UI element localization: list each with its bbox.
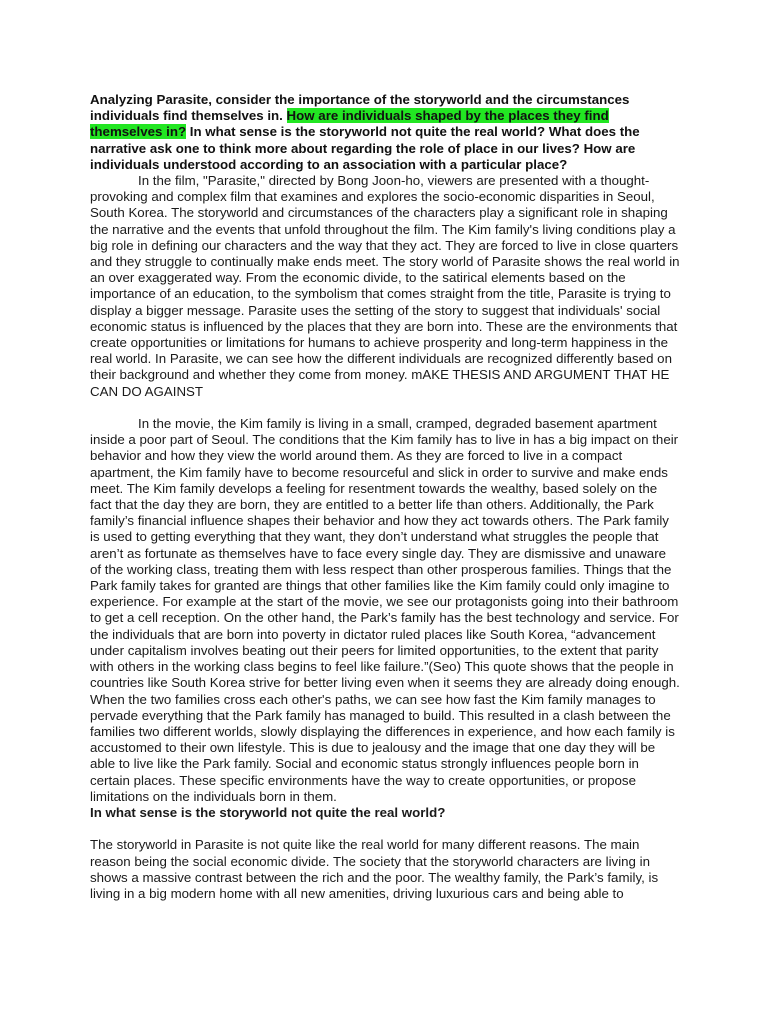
document-page bbox=[90, 92, 680, 902]
body-paragraph: In the movie, the Kim family is living in a small, cramped, degraded basement apartment inside a poor part of Seoul. The conditions that the Kim family has to live in has a big impact on their behavior and how they view the world around them. As they are forced to live in a compact apartment, the Kim family have to become resourceful and slick in order to survive and make ends meet. The Kim family develops a feeling for resentment towards the wealthy, based solely on the fact that the day they are born, they are entitled to a better life than others. Additionally, the Park family’s financial influence shapes their behavior and how they act towards others. The Park family is used to getting everything that they want, they don’t understand what struggles the people that aren’t as fortunate as themselves have to face every single day. They are dismissive and unaware of the working class, treating them with less respect than other prosperous families. Things that the Park family takes for granted are things that other families like the Kim family could only imagine to experience. For example at the start of the movie, we see our protagonists going into their bathroom to get a cell reception. On the other hand, the Park’s family has the best technology and service. For the individuals that are born into poverty in dictator ruled places like South Korea, “advancement under capitalism involves beating out their peers for limited opportunities, to the extent that parity with others in the working class begins to feel like failure.”(Seo) This quote shows that the people in countries like South Korea strive for better living even when it seems they are already doing enough. When the two families cross each other's paths, we can see how fast the Kim family manages to pervade everything that the Park family has managed to build. This resulted in a clash between the families two different worlds, slowly displaying the differences in experience, and how each family is accustomed to their own lifestyle. This is due to jealousy and the image that one day they will be able to live like the Park family. Social and economic status strongly influences people born in certain places. These specific environments have the way to create opportunities, or propose limitations on the individuals born in them. bbox=[90, 416, 680, 804]
highlighted-question: How are individuals shaped by the places they find themselves in? bbox=[90, 108, 609, 140]
intro-paragraph: In the film, "Parasite," directed by Bong Joon-ho, viewers are presented with a thought-provoking and complex film that examines and explores the socio-economic disparities in Seoul, South Korea. The storyworld and circumstances of the characters play a significant role in shaping the narrative and the events that unfold throughout the film. The Kim family's living conditions play a big role in defining our characters and the way that they act. They are forced to live in close quarters and they struggle to continually make ends meet. The story world of Parasite shows the real world in an over exaggerated way. From the economic divide, to the satirical elements based on the importance of an education, to the symbolism that comes straight from the title, Parasite is trying to display a bigger message. Parasite uses the setting of the story to suggest that individuals' social economic status is influenced by the places that they are born into. These are the environments that create opportunities or limitations for humans to achieve prosperity and long-term happiness in the real world. In Parasite, we can see how the different individuals are recognized differently based on their background and whether they come from money. mAKE THESIS AND ARGUMENT THAT HE CAN DO AGAINST bbox=[90, 173, 680, 399]
paragraph-spacer bbox=[90, 400, 680, 416]
section-heading: In what sense is the storyworld not quite the real world? bbox=[90, 804, 446, 820]
paragraph-spacer bbox=[90, 821, 680, 837]
prompt-text-continued: In what sense is the storyworld not quite the real world? What does the narrative ask one to think more about regarding the role of place in our lives? How are individuals understood according to an association with a particular place? bbox=[90, 124, 640, 172]
essay-prompt bbox=[90, 92, 680, 173]
closing-paragraph: The storyworld in Parasite is not quite like the real world for many different reasons. The main reason being the social economic divide. The society that the storyworld characters are living in shows a massive contrast between the rich and the poor. The wealthy family, the Park’s family, is living in a big modern home with all new amenities, driving luxurious cars and being able to bbox=[90, 837, 659, 901]
prompt-text: Analyzing Parasite, consider the importance of the storyworld and the circumstances individuals find themselves in. bbox=[90, 92, 630, 124]
